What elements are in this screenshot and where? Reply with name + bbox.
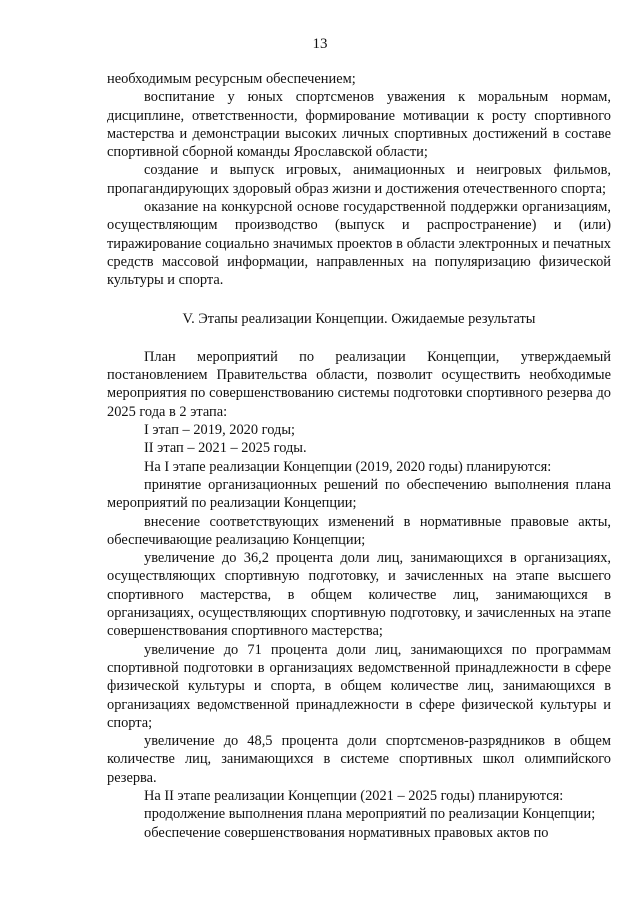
paragraph: принятие организационных решений по обеспечению выполнения плана мероприятий по реализации Концепции; (107, 476, 611, 512)
paragraph: На I этапе реализации Концепции (2019, 2020 годы) планируются: (144, 458, 552, 475)
list-item: I этап – 2019, 2020 годы; (144, 422, 295, 439)
paragraph: План мероприятий по реализации Концепции, утверждаемый постановлением Правительства области, позволит осуществить необходимые мероприятия по совершенствованию системы подготовки спортивного резерва до 2025 года в 2 этапа: (107, 348, 611, 420)
paragraph: увеличение до 71 процента доли лиц, занимающихся по программам спортивной подготовки в организациях ведомственной принадлежности в сфере физической культуры и спорта, в общем количестве лиц, занимающихся в организациях ведомственной принадлежности в сфере физической культуры и спорта; (107, 641, 611, 731)
list-item: II этап – 2021 – 2025 годы. (144, 440, 307, 457)
document-body (107, 70, 611, 842)
paragraph: оказание на конкурсной основе государственной поддержки организациям, осуществляющим производство (выпуск и распространение) и (или) тиражирование социально значимых проектов в области электронных и печатных средств массовой информации, направленных на популяризацию физической культуры и спорта. (107, 199, 611, 289)
section-heading: V. Этапы реализации Концепции. Ожидаемые результаты (182, 310, 536, 327)
paragraph: увеличение до 48,5 процента доли спортсменов-разрядников в общем количестве лиц, занимающихся в системе спортивных школ олимпийского резерва. (107, 733, 611, 786)
page-number: 13 (312, 36, 328, 52)
paragraph: необходимым ресурсным обеспечением; (107, 71, 356, 87)
paragraph: увеличение до 36,2 процента доли лиц, занимающихся в организациях, осуществляющих спортивную подготовку, и зачисленных на этапе высшего спортивного мастерства, в общем количестве лиц, занимающихся в организациях, осуществляющих спортивную подготовку, и зачисленных на этапе совершенствования спортивного мастерства; (107, 550, 611, 640)
paragraph: обеспечение совершенствования нормативных правовых актов по (144, 824, 549, 841)
paragraph: На II этапе реализации Концепции (2021 – 2025 годы) планируются: (144, 787, 564, 804)
paragraph: воспитание у юных спортсменов уважения к моральным нормам, дисциплине, ответственности, формирование мотивации к росту спортивного мастерства и демонстрации высоких личных спортивных достижений в составе спортивной сборной команды Ярославской области; (107, 89, 611, 161)
paragraph: создание и выпуск игровых, анимационных и неигровых фильмов, пропагандирующих здоровый образ жизни и достижения отечественного спорта; (107, 162, 611, 197)
paragraph: продолжение выполнения плана мероприятий по реализации Концепции; (144, 806, 596, 823)
paragraph: внесение соответствующих изменений в нормативные правовые акты, обеспечивающие реализацию Концепции; (107, 513, 611, 548)
